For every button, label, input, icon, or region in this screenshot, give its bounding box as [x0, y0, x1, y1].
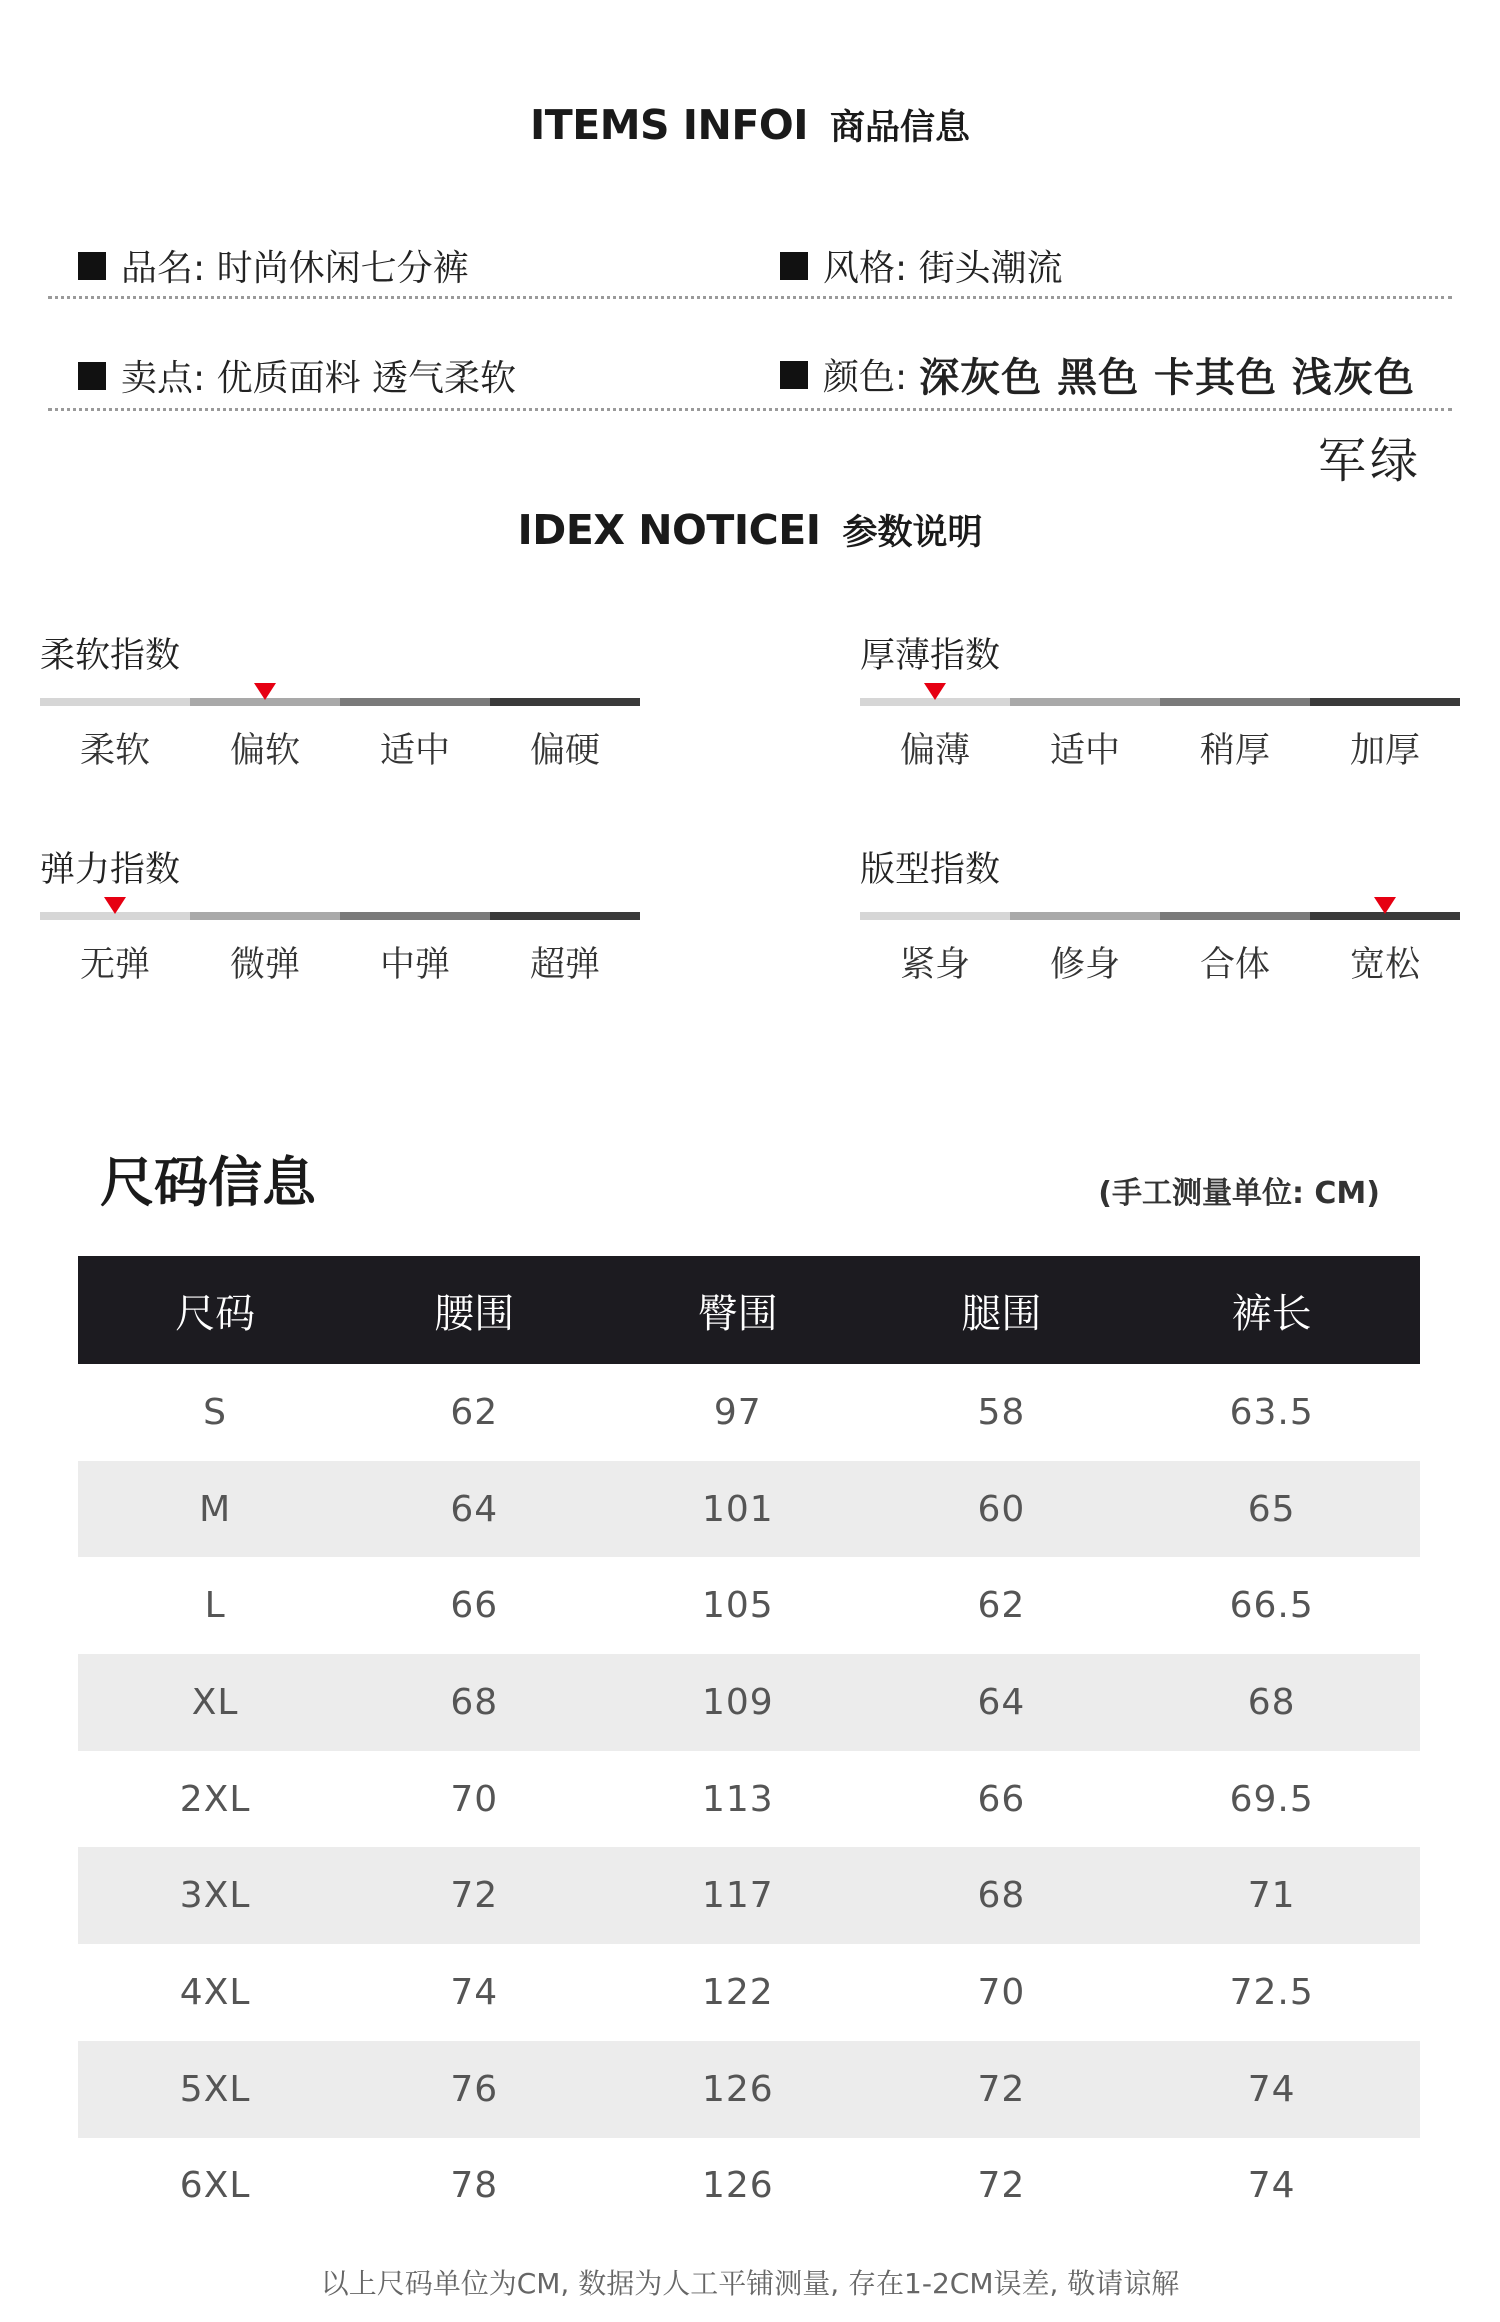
index-marker-icon [924, 683, 946, 700]
table-cell: 70 [450, 1778, 499, 1820]
index-option: 偏薄 [899, 731, 970, 771]
index-scale-bar [40, 912, 640, 920]
table-row [78, 1654, 1420, 1751]
table-row [78, 2041, 1420, 2138]
table-cell: XL [78, 1654, 352, 1751]
table-cell: 60 [879, 1461, 1123, 1558]
table-row [78, 1461, 1420, 1558]
bullet-square-icon [78, 362, 106, 390]
table-cell: 72 [879, 2041, 1123, 2138]
table-cell: 72.5 [1229, 1971, 1314, 2013]
table-cell: 117 [596, 1847, 879, 1944]
size-info-title: 尺码信息 [100, 1151, 316, 1214]
index-softness [40, 628, 640, 771]
header-cell: 尺码 [78, 1256, 352, 1364]
table-cell: 68 [879, 1847, 1123, 1944]
table-cell: 68 [1123, 1654, 1420, 1751]
index-scale-bar [860, 912, 1460, 920]
table-cell: 74 [450, 1971, 499, 2013]
table-cell: 72 [977, 2165, 1026, 2207]
table-cell: 126 [596, 2041, 879, 2138]
index-option: 修身 [1049, 945, 1120, 985]
table-cell: 69.5 [1229, 1778, 1314, 1820]
table-cell: 5XL [78, 2041, 352, 2138]
index-marker-icon [254, 683, 276, 700]
table-cell: 74 [1123, 2041, 1420, 2138]
table-cell: 65 [1123, 1461, 1420, 1558]
bullet-square-icon [780, 361, 808, 389]
table-cell: 64 [352, 1461, 596, 1558]
index-option: 加厚 [1349, 731, 1420, 771]
index-option: 中弹 [379, 945, 450, 985]
size-table [78, 1256, 1420, 2234]
table-cell: 6XL [179, 2165, 251, 2207]
size-footnote: 以上尺码单位为CM, 数据为人工平铺测量, 存在1-2CM误差, 敬请谅解 [320, 2267, 1180, 2300]
table-cell: 66.5 [1229, 1585, 1314, 1627]
index-label: 厚薄指数 [860, 636, 1001, 676]
product-style: 风格: 街头潮流 [823, 248, 1063, 289]
header-cell: 腿围 [879, 1256, 1123, 1364]
product-name: 品名: 时尚休闲七分裤 [121, 248, 469, 289]
table-cell: 2XL [179, 1778, 251, 1820]
index-label: 柔软指数 [40, 636, 181, 676]
index-option: 合体 [1199, 945, 1270, 985]
table-cell: 66 [450, 1585, 499, 1627]
table-cell: 78 [450, 2165, 499, 2207]
table-cell: 68 [352, 1654, 596, 1751]
product-style-row [780, 240, 1063, 291]
table-cell: L [204, 1585, 226, 1627]
index-option: 柔软 [79, 731, 150, 771]
index-thickness [860, 628, 1460, 771]
selling-point: 卖点: 优质面料 透气柔软 [121, 358, 517, 399]
selling-point-row [78, 350, 516, 401]
index-option: 适中 [1049, 731, 1120, 771]
index-option: 紧身 [899, 945, 970, 985]
table-row [78, 2138, 1420, 2235]
table-cell: 122 [701, 1971, 774, 2013]
index-option: 微弹 [229, 945, 300, 985]
table-cell: 74 [1247, 2165, 1296, 2207]
table-cell: 97 [713, 1391, 762, 1433]
index-fit [860, 842, 1460, 985]
items-info-title [0, 100, 1500, 150]
table-cell: 62 [977, 1585, 1026, 1627]
table-cell: M [78, 1461, 352, 1558]
color-extra: 军绿 [1317, 433, 1422, 489]
table-cell: 58 [977, 1391, 1026, 1433]
table-row [78, 1364, 1420, 1461]
index-option: 宽松 [1349, 945, 1420, 985]
index-notice-title [0, 505, 1500, 555]
index-option: 无弹 [79, 945, 150, 985]
table-row [78, 1557, 1420, 1654]
index-option: 偏软 [229, 731, 300, 771]
header-cell: 臀围 [596, 1256, 879, 1364]
index-notice-title-en: IDEX NOTICEI [517, 506, 821, 554]
index-marker-icon [104, 897, 126, 914]
size-table-header [78, 1256, 1420, 1364]
table-cell: 105 [701, 1585, 774, 1627]
table-cell: S [203, 1391, 228, 1433]
bullet-square-icon [78, 252, 106, 280]
items-info-title-en: ITEMS INFOI [529, 101, 808, 149]
table-cell: 4XL [179, 1971, 251, 2013]
table-cell: 72 [352, 1847, 596, 1944]
table-row [78, 1751, 1420, 1848]
table-cell: 70 [977, 1971, 1026, 2013]
index-label: 版型指数 [860, 850, 1001, 890]
items-info-title-cn: 商品信息 [830, 108, 971, 148]
divider [48, 408, 1452, 411]
bullet-square-icon [780, 252, 808, 280]
table-cell: 126 [701, 2165, 774, 2207]
index-option: 偏硬 [529, 731, 600, 771]
size-unit-note: (手工测量单位: CM) [1098, 1176, 1380, 1211]
product-name-row [78, 240, 469, 291]
table-row [78, 1944, 1420, 2041]
index-marker-icon [1374, 897, 1396, 914]
table-cell: 66 [977, 1778, 1026, 1820]
table-cell: 62 [450, 1391, 499, 1433]
table-cell: 109 [596, 1654, 879, 1751]
index-notice-title-cn: 参数说明 [842, 513, 983, 553]
table-cell: 63.5 [1229, 1391, 1314, 1433]
header-cell: 裤长 [1123, 1256, 1420, 1364]
index-scale-bar [40, 698, 640, 706]
index-option: 超弹 [529, 945, 600, 985]
index-option: 稍厚 [1199, 731, 1270, 771]
table-cell: 71 [1123, 1847, 1420, 1944]
index-scale-bar [860, 698, 1460, 706]
index-option: 适中 [379, 731, 450, 771]
table-cell: 101 [596, 1461, 879, 1558]
table-row [78, 1847, 1420, 1944]
header-cell: 腰围 [352, 1256, 596, 1364]
index-label: 弹力指数 [40, 850, 181, 890]
table-cell: 113 [701, 1778, 774, 1820]
table-cell: 64 [879, 1654, 1123, 1751]
table-cell: 76 [352, 2041, 596, 2138]
product-color-row [780, 346, 1415, 403]
color-label: 颜色: [823, 357, 908, 398]
table-cell: 3XL [78, 1847, 352, 1944]
divider [48, 296, 1452, 299]
color-list: 深灰色 黑色 卡其色 浅灰色 [919, 355, 1415, 401]
index-elasticity [40, 842, 640, 985]
